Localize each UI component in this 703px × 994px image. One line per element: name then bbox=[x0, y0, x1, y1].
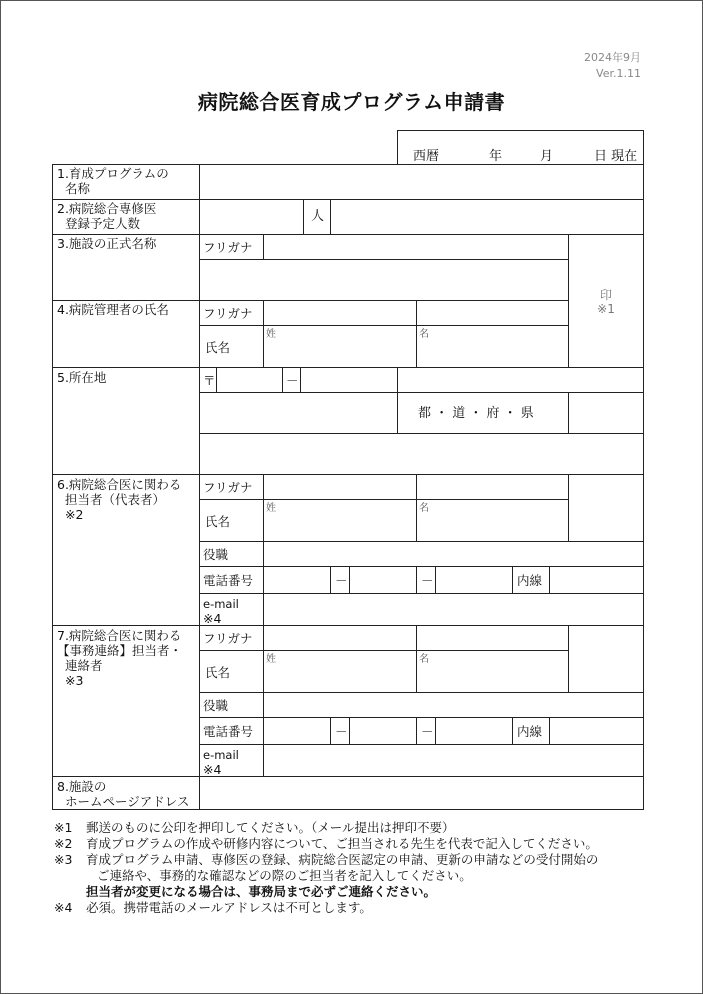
row4-mei: 名 bbox=[419, 329, 429, 340]
row3-furigana-label: フリガナ bbox=[203, 240, 253, 255]
rule bbox=[199, 499, 569, 500]
footnote-3 bbox=[54, 852, 598, 868]
row6-phone-label: 電話番号 bbox=[203, 573, 254, 588]
row7-phone-dash1: － bbox=[335, 724, 348, 739]
postal-dash: － bbox=[286, 373, 299, 388]
issue-date: 2024年9月 bbox=[584, 51, 641, 64]
rule bbox=[199, 433, 644, 434]
rule bbox=[512, 566, 513, 594]
resident-count-field[interactable] bbox=[201, 201, 301, 233]
date-era: 西暦 bbox=[413, 149, 440, 164]
row7-furigana-label: フリガナ bbox=[203, 631, 253, 646]
row7-phone-dash2: － bbox=[421, 724, 434, 739]
row6-ext-label: 内線 bbox=[517, 573, 543, 588]
footnote-mark: ※1 bbox=[54, 820, 73, 835]
row3-label: 3.施設の正式名称 bbox=[57, 236, 157, 251]
rule bbox=[435, 566, 436, 594]
program-name-field[interactable] bbox=[201, 166, 642, 198]
row6-phone-dash1: － bbox=[335, 573, 348, 588]
row4-sei: 姓 bbox=[266, 329, 276, 340]
rule bbox=[52, 776, 644, 777]
row6-position-label: 役職 bbox=[203, 547, 229, 562]
row8-label-line1: 8.施設の bbox=[57, 779, 107, 794]
rule bbox=[52, 474, 644, 475]
rule bbox=[199, 164, 200, 810]
row7-email-label: e-mail bbox=[203, 748, 239, 762]
row5-label: 5.所在地 bbox=[57, 370, 107, 385]
rule bbox=[199, 392, 644, 393]
footnote-mark: ※3 bbox=[54, 852, 73, 867]
row7-label-line4: ※3 bbox=[65, 673, 84, 688]
rule bbox=[330, 199, 331, 235]
contact-extension-field[interactable] bbox=[551, 719, 642, 743]
row7-ext-label: 内線 bbox=[517, 724, 543, 739]
rule bbox=[263, 474, 264, 542]
count-unit: 人 bbox=[311, 209, 325, 224]
seal-note: ※1 bbox=[597, 302, 615, 316]
rep-mei-field[interactable] bbox=[418, 501, 566, 540]
footnote-text: 必須。携帯電話のメールアドレスは不可とします。 bbox=[86, 900, 372, 915]
row7-mei: 名 bbox=[419, 654, 429, 665]
row6-sei: 姓 bbox=[266, 503, 276, 514]
rule bbox=[349, 566, 350, 594]
rule bbox=[416, 474, 417, 542]
facility-furigana-field[interactable] bbox=[265, 236, 566, 258]
rule bbox=[303, 199, 304, 235]
footnote-mark: ※2 bbox=[54, 836, 73, 851]
rule bbox=[416, 717, 417, 745]
manager-furigana-mei-field[interactable] bbox=[418, 302, 566, 324]
postal-mark: 〒 bbox=[203, 373, 216, 388]
rule bbox=[199, 593, 644, 594]
row6-mei: 名 bbox=[419, 503, 429, 514]
contact-phone-area-field[interactable] bbox=[265, 719, 328, 743]
rule bbox=[199, 325, 569, 326]
rule bbox=[263, 300, 264, 368]
row8-label-line2: ホームページアドレス bbox=[65, 794, 190, 809]
row4-furigana-label: フリガナ bbox=[203, 306, 253, 321]
rule bbox=[397, 367, 398, 393]
footnote-4 bbox=[54, 900, 598, 916]
rule bbox=[330, 566, 331, 594]
manager-sei-field[interactable] bbox=[265, 327, 414, 366]
contact-furigana-mei-field[interactable] bbox=[418, 627, 566, 649]
rule bbox=[349, 717, 350, 745]
footnotes bbox=[54, 820, 598, 916]
rule bbox=[397, 130, 398, 165]
row6-label-line3: ※2 bbox=[65, 507, 84, 522]
rule bbox=[568, 474, 569, 542]
rule bbox=[199, 692, 644, 693]
contact-email-field[interactable] bbox=[265, 746, 642, 775]
rule bbox=[199, 744, 644, 745]
rule bbox=[263, 541, 264, 626]
rule bbox=[643, 130, 644, 165]
date-year: 年 bbox=[489, 149, 503, 164]
rule bbox=[300, 367, 301, 393]
rule bbox=[568, 392, 569, 434]
contact-sei-field[interactable] bbox=[265, 652, 414, 691]
row7-name-label: 氏名 bbox=[205, 665, 231, 680]
row6-name-label: 氏名 bbox=[205, 514, 231, 529]
contact-phone-number-field[interactable] bbox=[437, 719, 510, 743]
rule bbox=[549, 717, 550, 745]
contact-mei-field[interactable] bbox=[418, 652, 566, 691]
row7-position-label: 役職 bbox=[203, 698, 229, 713]
rule bbox=[199, 717, 644, 718]
footnote-text: ご連絡や、事務的な確認などの際のご担当者を記入してください。 bbox=[97, 868, 472, 883]
rule bbox=[397, 130, 644, 131]
row4-label: 4.病院管理者の氏名 bbox=[57, 302, 169, 317]
rule bbox=[263, 692, 264, 777]
rep-extension-field[interactable] bbox=[551, 568, 642, 592]
row2-label-line2: 登録予定人数 bbox=[65, 216, 141, 231]
row1-label-line1: 1.育成プログラムの bbox=[57, 166, 169, 181]
version-block bbox=[584, 50, 641, 82]
rep-email-field[interactable] bbox=[265, 595, 642, 624]
rule bbox=[52, 625, 644, 626]
rule bbox=[52, 199, 644, 200]
rep-furigana-mei-field[interactable] bbox=[418, 476, 566, 498]
row6-phone-dash2: － bbox=[421, 573, 434, 588]
row4-name-label: 氏名 bbox=[205, 340, 231, 355]
contact-phone-exchange-field[interactable] bbox=[351, 719, 414, 743]
rule bbox=[643, 164, 644, 810]
rule bbox=[416, 566, 417, 594]
row7-sei: 姓 bbox=[266, 654, 276, 665]
rule bbox=[568, 625, 569, 693]
rule bbox=[199, 566, 644, 567]
row6-email-note: ※4 bbox=[203, 611, 222, 626]
postal-code-first-field[interactable] bbox=[218, 369, 280, 391]
rule bbox=[199, 259, 569, 260]
rep-phone-area-field[interactable] bbox=[265, 568, 328, 592]
version-number: Ver.1.11 bbox=[596, 67, 641, 80]
address-field[interactable] bbox=[201, 435, 642, 473]
footnote-text: 担当者が変更になる場合は、事務局まで必ずご連絡ください。 bbox=[86, 884, 437, 899]
row1-label-line2: 名称 bbox=[65, 181, 91, 196]
rep-sei-field[interactable] bbox=[265, 501, 414, 540]
contact-furigana-sei-field[interactable] bbox=[265, 627, 414, 649]
date-month: 月 bbox=[540, 149, 554, 164]
row6-email-label: e-mail bbox=[203, 597, 239, 611]
row7-label-line3: 連絡者 bbox=[65, 658, 103, 673]
row2-label-line1: 2.病院総合専修医 bbox=[57, 201, 157, 216]
rule bbox=[263, 234, 264, 260]
row7-label-line1: 7.病院総合医に関わる bbox=[57, 628, 182, 643]
rule bbox=[416, 300, 417, 368]
homepage-url-field[interactable] bbox=[201, 778, 642, 808]
rule bbox=[330, 717, 331, 745]
footnote-3-emphasis bbox=[54, 884, 598, 900]
row6-furigana-label: フリガナ bbox=[203, 480, 253, 495]
rep-phone-exchange-field[interactable] bbox=[351, 568, 414, 592]
footnote-text: 育成プログラム申請、専修医の登録、病院総合医認定の申請、更新の申請などの受付開始の bbox=[86, 852, 599, 867]
footnote-text: 育成プログラムの作成や研修内容について、ご担当される先生を代表で記入してください。 bbox=[86, 836, 598, 851]
footnote-1 bbox=[54, 820, 598, 836]
prefecture-suffix: 都 ・ 道 ・ 府 ・ 県 bbox=[418, 406, 534, 421]
row7-label-line2: 【事務連絡】担当者・ bbox=[57, 643, 183, 658]
rule bbox=[199, 650, 569, 651]
rep-phone-number-field[interactable] bbox=[437, 568, 510, 592]
seal-mark: 印 bbox=[599, 288, 612, 302]
rule bbox=[52, 164, 53, 810]
rule bbox=[549, 566, 550, 594]
rule bbox=[397, 392, 398, 434]
rule bbox=[263, 625, 264, 693]
rule bbox=[199, 541, 644, 542]
rule bbox=[52, 300, 569, 301]
footnote-3-cont bbox=[54, 868, 598, 884]
row6-label-line2: 担当者（代表者） bbox=[65, 492, 166, 507]
rule bbox=[52, 367, 644, 368]
rule bbox=[52, 164, 644, 165]
row7-phone-label: 電話番号 bbox=[203, 724, 254, 739]
facility-name-field[interactable] bbox=[201, 261, 566, 299]
manager-furigana-sei-field[interactable] bbox=[265, 302, 414, 324]
footnote-mark: ※4 bbox=[54, 900, 73, 915]
row7-email-note: ※4 bbox=[203, 762, 222, 777]
rule bbox=[282, 367, 283, 393]
manager-mei-field[interactable] bbox=[418, 327, 566, 366]
rule bbox=[512, 717, 513, 745]
form-title: 病院総合医育成プログラム申請書 bbox=[197, 90, 506, 114]
prefecture-field[interactable] bbox=[201, 394, 395, 432]
rule bbox=[52, 234, 644, 235]
rep-furigana-sei-field[interactable] bbox=[265, 476, 414, 498]
footnote-2 bbox=[54, 836, 598, 852]
contact-position-field[interactable] bbox=[265, 694, 642, 716]
row6-label-line1: 6.病院総合医に関わる bbox=[57, 477, 182, 492]
postal-code-second-field[interactable] bbox=[302, 369, 395, 391]
footnote-text: 郵送のものに公印を押印してください。（メール提出は押印不要） bbox=[86, 820, 455, 835]
rule bbox=[435, 717, 436, 745]
rule bbox=[416, 625, 417, 693]
rule bbox=[52, 809, 644, 810]
date-day: 日 現在 bbox=[594, 149, 638, 164]
rule bbox=[216, 367, 217, 393]
rep-position-field[interactable] bbox=[265, 543, 642, 565]
